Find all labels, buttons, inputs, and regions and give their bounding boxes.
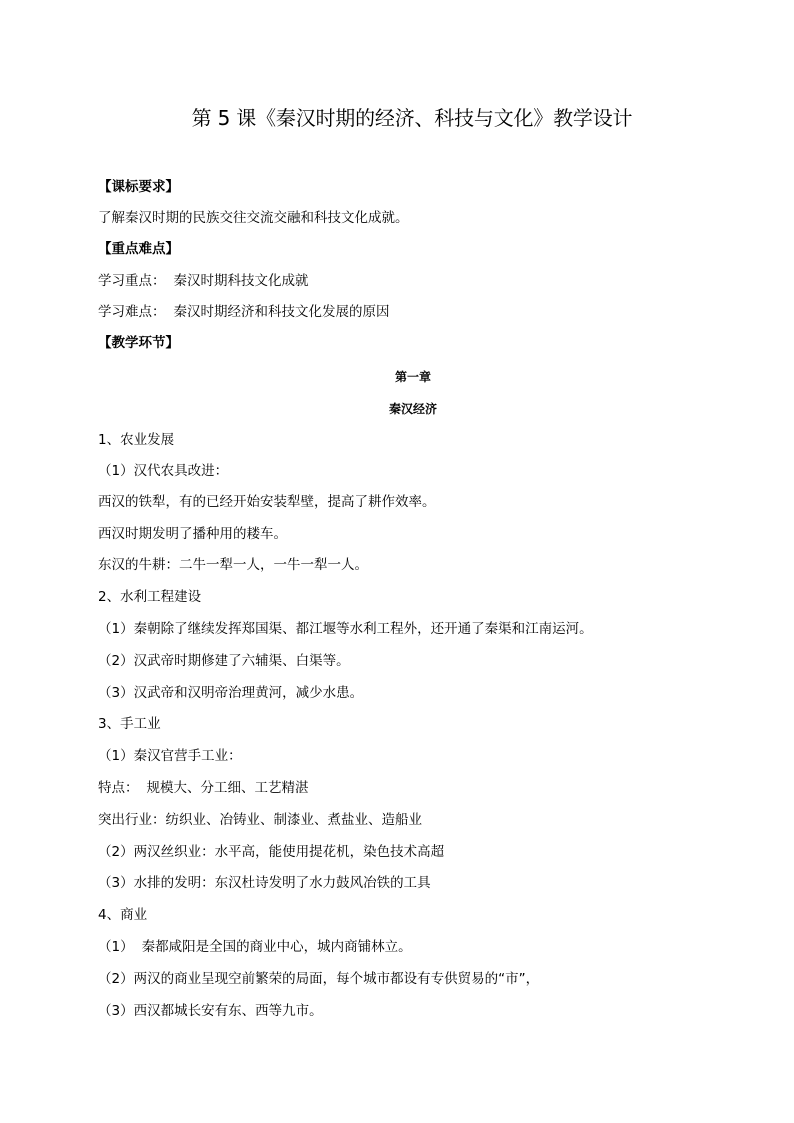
chapter-number: 第一章 <box>394 370 431 384</box>
difficulty-text: 秦汉时期经济和科技文化发展的原因 <box>173 304 390 320</box>
document-title: 第 5 课《秦汉时期的经济、科技与文化》教学设计 <box>191 106 633 130</box>
difficulty-label: 学习难点： <box>98 304 166 320</box>
key-point-text: 秦汉时期科技文化成就 <box>173 273 309 289</box>
section-3-features-label: 特点： <box>98 780 139 796</box>
section-4-item-1-number: （1） <box>98 939 134 955</box>
section-4-item-1-text: 秦都咸阳是全国的商业中心，城内商铺林立。 <box>141 939 412 955</box>
section-2-item-1: （1）秦朝除了继续发挥郑国渠、都江堰等水利工程外，还开通了秦渠和江南运河。 <box>98 621 593 637</box>
section-1-line-b: 西汉时期发明了播种用的耧车。 <box>98 526 287 542</box>
difficulty-line <box>98 303 390 321</box>
chapter-title: 秦汉经济 <box>388 402 437 416</box>
key-point-line <box>98 272 309 290</box>
section-2-item-3: （3）汉武帝和汉明帝治理黄河，减少水患。 <box>98 685 364 701</box>
section-3-item-3: （3）水排的发明：东汉杜诗发明了水力鼓风冶铁的工具 <box>98 875 431 891</box>
section-4-item-1 <box>98 938 412 956</box>
zhongdian-heading: 【重点难点】 <box>98 241 179 257</box>
section-4-item-3: （3）西汉都城长安有东、西等九市。 <box>98 1003 323 1019</box>
kebiao-heading: 【课标要求】 <box>98 179 179 195</box>
section-3-industries: 突出行业：纺织业、冶铸业、制漆业、煮盐业、造船业 <box>98 812 422 828</box>
section-3-heading: 3、手工业 <box>98 716 161 732</box>
section-1-line-c: 东汉的牛耕：二牛一犁一人，一牛一犁一人。 <box>98 557 368 573</box>
section-3-features-text: 规模大、分工细、工艺精湛 <box>146 780 309 796</box>
section-2-heading: 2、水利工程建设 <box>98 589 202 605</box>
kebiao-text: 了解秦汉时期的民族交往交流交融和科技文化成就。 <box>98 210 409 226</box>
section-3-features-line <box>98 779 309 797</box>
section-3-item-2: （2）两汉丝织业：水平高，能使用提花机，染色技术高超 <box>98 844 445 860</box>
section-1-line-a: 西汉的铁犁，有的已经开始安装犁壁，提高了耕作效率。 <box>98 494 436 510</box>
section-1-item-1: （1）汉代农具改进： <box>98 463 229 479</box>
section-4-heading: 4、商业 <box>98 907 148 923</box>
section-1-heading: 1、农业发展 <box>98 432 175 448</box>
huanjie-heading: 【教学环节】 <box>98 335 179 351</box>
section-3-item-1: （1）秦汉官营手工业： <box>98 748 242 764</box>
key-point-label: 学习重点： <box>98 273 166 289</box>
section-2-item-2: （2）汉武帝时期修建了六辅渠、白渠等。 <box>98 653 350 669</box>
section-4-item-2: （2）两汉的商业呈现空前繁荣的局面，每个城市都设有专供贸易的“市”， <box>98 971 540 987</box>
